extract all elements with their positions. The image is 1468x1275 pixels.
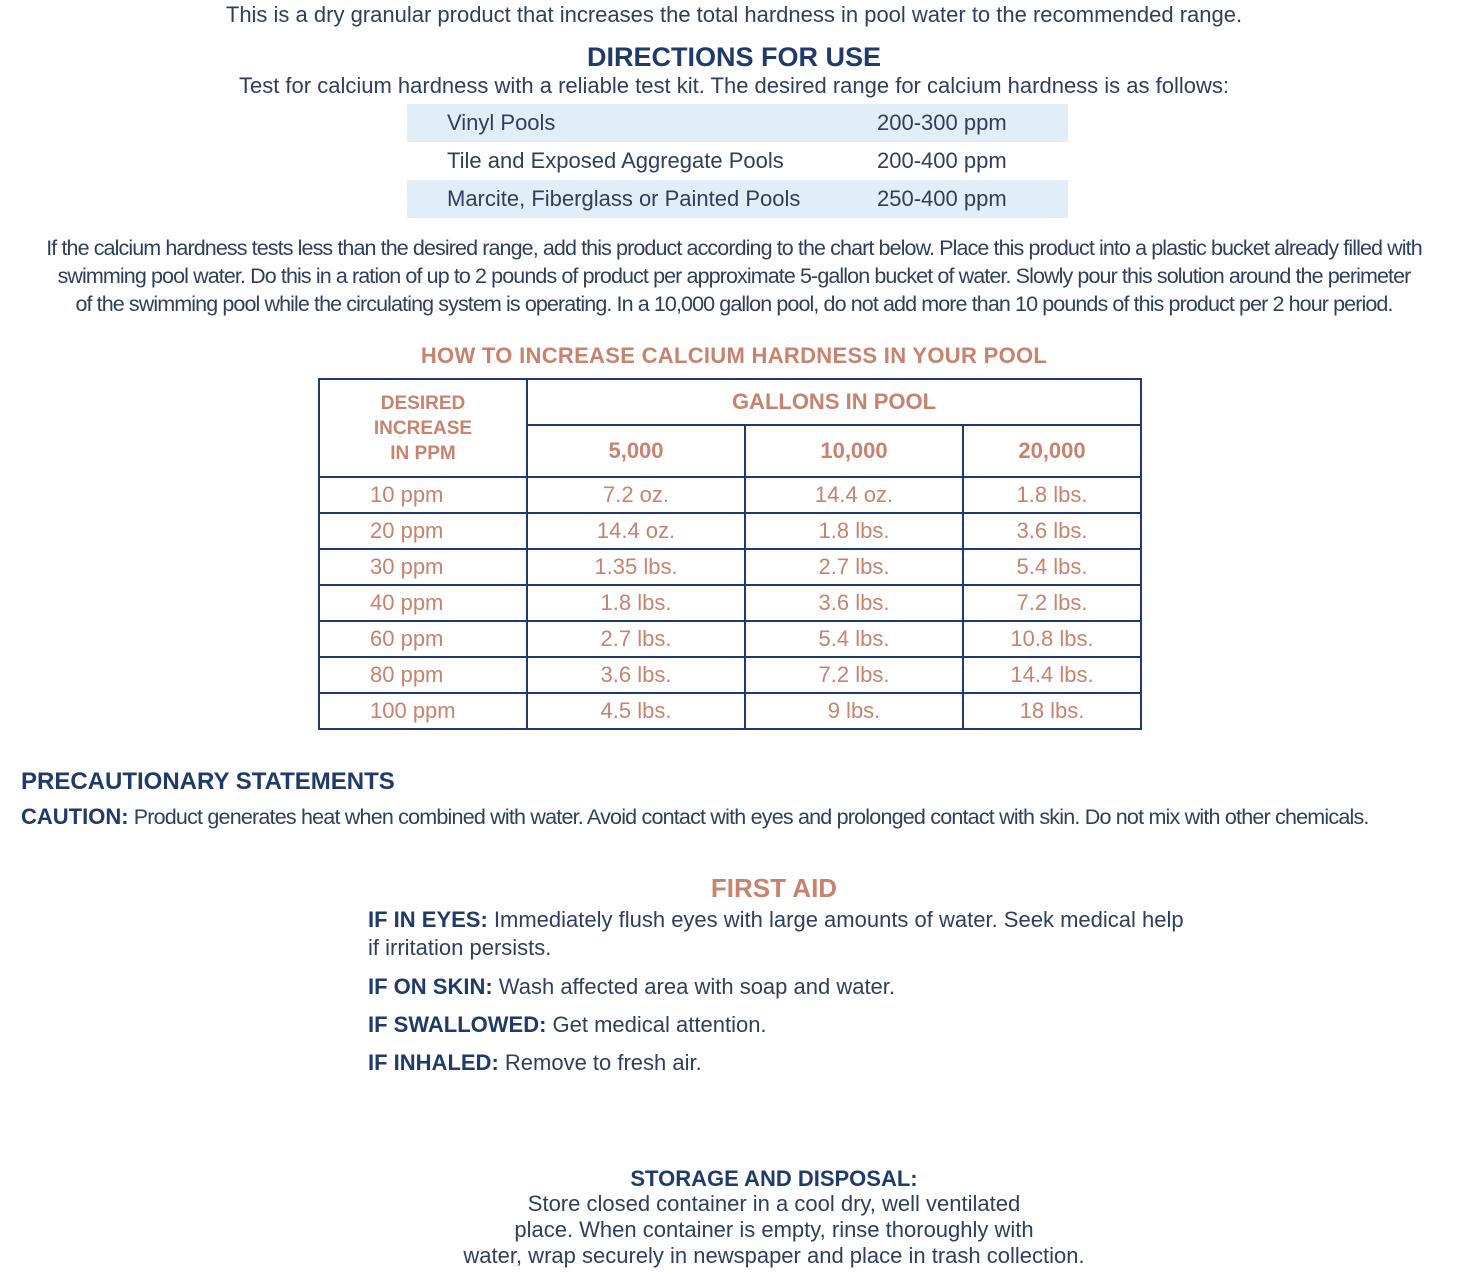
ppm-cell: 20 ppm xyxy=(319,513,527,549)
first-aid-label: IF ON SKIN: xyxy=(368,974,493,999)
dose-cell: 4.5 lbs. xyxy=(527,693,745,729)
ppm-cell: 10 ppm xyxy=(319,477,527,513)
first-aid-skin xyxy=(368,973,1198,1001)
storage-heading: STORAGE AND DISPOSAL: xyxy=(630,1166,918,1191)
desired-increase-header xyxy=(319,379,527,477)
dose-cell: 1.35 lbs. xyxy=(527,549,745,585)
instructions-line: swimming pool water. Do this in a ration of up to 2 pounds of product per approximate 5-gallon bucket of water. Slowly pour this solution around the perimeter xyxy=(57,264,1411,288)
storage-text xyxy=(0,1191,1468,1269)
gallons-10000-header: 10,000 xyxy=(745,425,963,477)
dose-cell: 7.2 oz. xyxy=(527,477,745,513)
dose-cell: 1.8 lbs. xyxy=(527,585,745,621)
dose-cell: 1.8 lbs. xyxy=(963,477,1141,513)
instructions-line: of the swimming pool while the circulating system is operating. In a 10,000 gallon pool, do not add more than 10 pounds of this product per 2 hour period. xyxy=(75,292,1393,316)
first-aid-text: Immediately flush eyes with large amounts of water. Seek medical help if irritation persists. xyxy=(368,907,1184,960)
ppm-range: 250-400 ppm xyxy=(877,186,1007,211)
dose-cell: 3.6 lbs. xyxy=(745,585,963,621)
first-aid-eyes xyxy=(368,906,1198,962)
dosage-table xyxy=(318,378,1142,730)
storage-line: Store closed container in a cool dry, well ventilated xyxy=(527,1191,1021,1216)
header-line: INCREASE xyxy=(373,417,473,439)
dose-cell: 14.4 oz. xyxy=(527,513,745,549)
first-aid-label: IF SWALLOWED: xyxy=(368,1012,547,1037)
storage-line: place. When container is empty, rinse thoroughly with xyxy=(514,1217,1034,1242)
pool-type: Marcite, Fiberglass or Painted Pools xyxy=(447,186,801,211)
dose-cell: 14.4 oz. xyxy=(745,477,963,513)
caution-label: CAUTION: xyxy=(21,804,129,829)
pool-type: Vinyl Pools xyxy=(447,110,556,135)
dose-cell: 2.7 lbs. xyxy=(527,621,745,657)
pool-type: Tile and Exposed Aggregate Pools xyxy=(447,148,784,173)
table-row xyxy=(319,657,1141,693)
gallons-20000-header: 20,000 xyxy=(963,425,1141,477)
dose-cell: 3.6 lbs. xyxy=(963,513,1141,549)
chart-title: HOW TO INCREASE CALCIUM HARDNESS IN YOUR POOL xyxy=(420,343,1048,368)
ppm-cell: 40 ppm xyxy=(319,585,527,621)
first-aid-swallowed xyxy=(368,1011,1198,1039)
table-row xyxy=(319,549,1141,585)
first-aid-label: IF IN EYES: xyxy=(368,907,488,932)
dose-cell: 5.4 lbs. xyxy=(745,621,963,657)
ppm-cell: 60 ppm xyxy=(319,621,527,657)
first-aid-inhaled xyxy=(368,1049,1198,1077)
caution-text: Product generates heat when combined with water. Avoid contact with eyes and prolonged contact with skin. Do not mix with other chemicals. xyxy=(128,805,1369,829)
dose-cell: 1.8 lbs. xyxy=(745,513,963,549)
table-row xyxy=(319,693,1141,729)
dose-cell: 9 lbs. xyxy=(745,693,963,729)
first-aid-text: Remove to fresh air. xyxy=(498,1050,702,1075)
precautionary-heading: PRECAUTIONARY STATEMENTS xyxy=(21,768,395,795)
table-row xyxy=(319,477,1141,513)
table-row xyxy=(319,513,1141,549)
instructions-line: If the calcium hardness tests less than the desired range, add this product according to the chart below. Place this product into a plastic bucket already filled with xyxy=(46,236,1422,260)
ppm-range: 200-300 ppm xyxy=(877,110,1007,135)
range-row xyxy=(407,142,1068,180)
dose-cell: 18 lbs. xyxy=(963,693,1141,729)
first-aid-text: Get medical attention. xyxy=(546,1012,767,1037)
dose-cell: 14.4 lbs. xyxy=(963,657,1141,693)
gallons-5000-header: 5,000 xyxy=(527,425,745,477)
ppm-cell: 30 ppm xyxy=(319,549,527,585)
ppm-range: 200-400 ppm xyxy=(877,148,1007,173)
dose-cell: 5.4 lbs. xyxy=(963,549,1141,585)
table-row xyxy=(319,621,1141,657)
range-row xyxy=(407,180,1068,218)
dose-cell: 2.7 lbs. xyxy=(745,549,963,585)
first-aid-heading: FIRST AID xyxy=(710,873,838,903)
ppm-cell: 80 ppm xyxy=(319,657,527,693)
test-instruction: Test for calcium hardness with a reliable test kit. The desired range for calcium hardness is as follows: xyxy=(238,73,1230,98)
caution-statement xyxy=(21,804,1369,830)
first-aid-label: IF INHALED: xyxy=(368,1050,499,1075)
dose-cell: 3.6 lbs. xyxy=(527,657,745,693)
intro-text: This is a dry granular product that increases the total hardness in pool water to the recommended range. xyxy=(225,2,1243,27)
storage-line: water, wrap securely in newspaper and place in trash collection. xyxy=(463,1243,1085,1268)
dose-cell: 10.8 lbs. xyxy=(963,621,1141,657)
dose-cell: 7.2 lbs. xyxy=(745,657,963,693)
hardness-range-table xyxy=(407,104,1068,218)
gallons-header: GALLONS IN POOL xyxy=(527,379,1141,425)
table-row xyxy=(319,585,1141,621)
ppm-cell: 100 ppm xyxy=(319,693,527,729)
dose-cell: 7.2 lbs. xyxy=(963,585,1141,621)
first-aid-text: Wash affected area with soap and water. xyxy=(492,974,896,999)
header-line: DESIRED xyxy=(380,392,466,414)
instructions-paragraph xyxy=(0,234,1468,318)
header-line: IN PPM xyxy=(390,442,456,464)
directions-heading: DIRECTIONS FOR USE xyxy=(586,42,882,72)
range-row xyxy=(407,104,1068,142)
